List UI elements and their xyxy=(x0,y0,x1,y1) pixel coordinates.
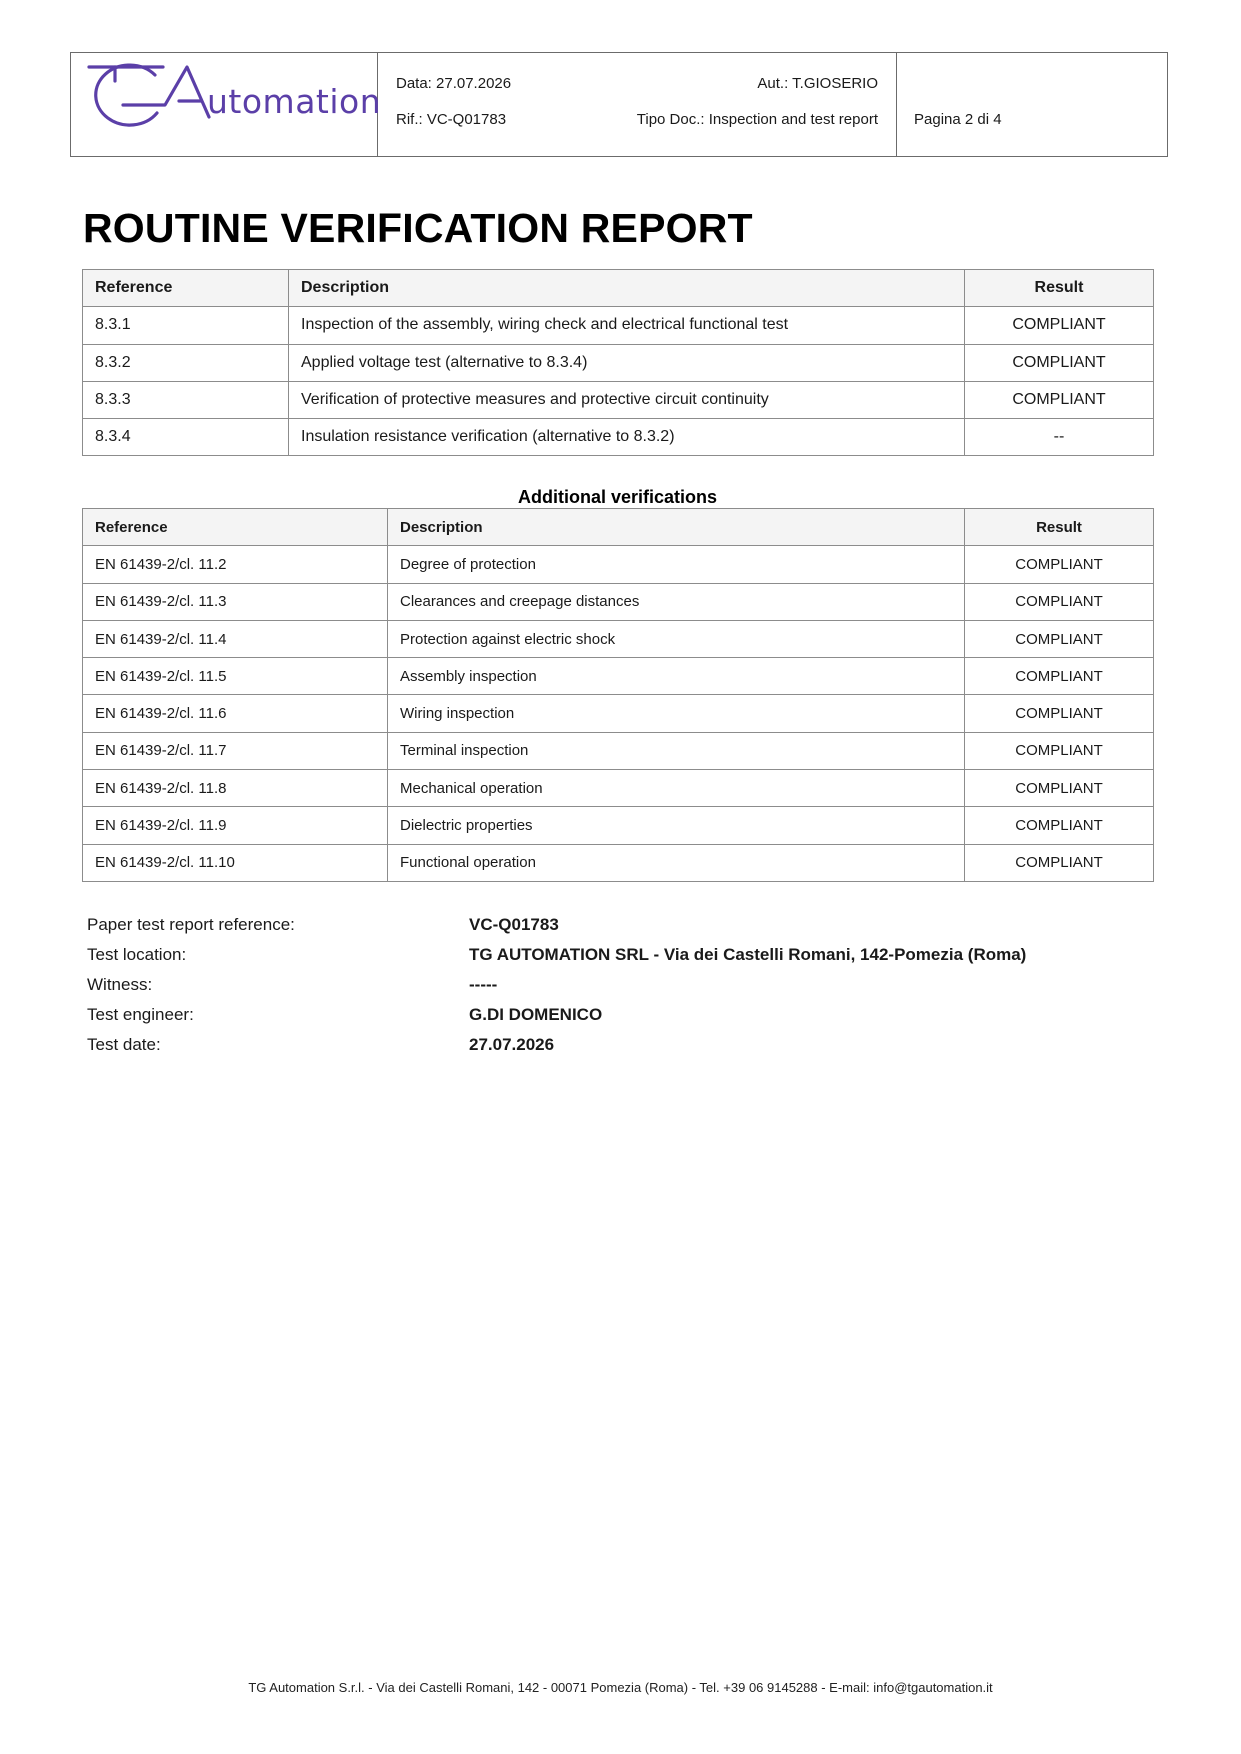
table-row xyxy=(83,344,1154,381)
info-label: Witness: xyxy=(87,975,153,994)
table-row xyxy=(83,419,1154,456)
cell-result: -- xyxy=(965,419,1154,456)
table-row xyxy=(83,620,1154,657)
cell-description: Protection against electric shock xyxy=(388,620,965,657)
table-row xyxy=(83,807,1154,844)
cell-result: COMPLIANT xyxy=(965,344,1154,381)
cell-reference: EN 61439-2/cl. 11.8 xyxy=(83,770,388,807)
cell-reference: EN 61439-2/cl. 11.4 xyxy=(83,620,388,657)
cell-description: Dielectric properties xyxy=(388,807,965,844)
table-row xyxy=(83,307,1154,344)
cell-reference: EN 61439-2/cl. 11.9 xyxy=(83,807,388,844)
info-label: Test date: xyxy=(87,1035,161,1054)
info-label: Paper test report reference: xyxy=(87,915,295,934)
column-header-reference: Reference xyxy=(83,509,388,546)
cell-reference: EN 61439-2/cl. 11.5 xyxy=(83,658,388,695)
table-header-row xyxy=(83,509,1154,546)
cell-description: Mechanical operation xyxy=(388,770,965,807)
cell-result: COMPLIANT xyxy=(965,695,1154,732)
info-label: Test location: xyxy=(87,945,187,964)
header-date: Data: 27.07.2026 xyxy=(396,75,512,92)
cell-description: Functional operation xyxy=(388,844,965,881)
info-value: ----- xyxy=(469,975,498,994)
info-value: VC-Q01783 xyxy=(469,915,559,934)
info-row-test-location xyxy=(87,945,1147,975)
column-header-reference: Reference xyxy=(83,270,289,307)
cell-result: COMPLIANT xyxy=(965,546,1154,583)
info-row-witness xyxy=(87,975,1147,1005)
cell-description: Clearances and creepage distances xyxy=(388,583,965,620)
cell-description: Terminal inspection xyxy=(388,732,965,769)
table-row xyxy=(83,695,1154,732)
column-header-result: Result xyxy=(965,509,1154,546)
header-doc-type: Tipo Doc.: Inspection and test report xyxy=(636,111,878,128)
document-header xyxy=(70,52,1168,157)
cell-result: COMPLIANT xyxy=(965,844,1154,881)
cell-description: Applied voltage test (alternative to 8.3.4) xyxy=(289,344,965,381)
cell-description: Inspection of the assembly, wiring check and electrical functional test xyxy=(289,307,965,344)
cell-result: COMPLIANT xyxy=(965,658,1154,695)
verification-table xyxy=(82,269,1154,456)
table-row xyxy=(83,583,1154,620)
cell-description: Wiring inspection xyxy=(388,695,965,732)
cell-reference: 8.3.1 xyxy=(83,307,289,344)
report-title: ROUTINE VERIFICATION REPORT xyxy=(83,205,753,251)
table-header-row xyxy=(83,270,1154,307)
info-value: G.DI DOMENICO xyxy=(469,1005,603,1024)
page-number: Pagina 2 di 4 xyxy=(914,111,1002,128)
company-logo xyxy=(85,61,382,141)
cell-description: Degree of protection xyxy=(388,546,965,583)
column-header-result: Result xyxy=(965,270,1154,307)
table-row xyxy=(83,381,1154,418)
table-row xyxy=(83,844,1154,881)
cell-result: COMPLIANT xyxy=(965,732,1154,769)
cell-description: Insulation resistance verification (alternative to 8.3.2) xyxy=(289,419,965,456)
info-row-report-reference xyxy=(87,915,1147,945)
column-header-description: Description xyxy=(388,509,965,546)
cell-reference: EN 61439-2/cl. 11.3 xyxy=(83,583,388,620)
cell-result: COMPLIANT xyxy=(965,770,1154,807)
column-header-description: Description xyxy=(289,270,965,307)
header-page-cell xyxy=(897,53,1167,156)
additional-verifications-table xyxy=(82,508,1154,882)
info-row-test-engineer xyxy=(87,1005,1147,1035)
table-row xyxy=(83,770,1154,807)
svg-text:utomation: utomation xyxy=(207,82,382,121)
header-meta xyxy=(378,53,897,156)
info-label: Test engineer: xyxy=(87,1005,194,1024)
table-row xyxy=(83,732,1154,769)
cell-reference: 8.3.3 xyxy=(83,381,289,418)
info-value: TG AUTOMATION SRL - Via dei Castelli Romani, 142-Pomezia (Roma) xyxy=(469,945,1027,964)
additional-verifications-caption: Additional verifications xyxy=(517,487,718,507)
table-row xyxy=(83,546,1154,583)
cell-result: COMPLIANT xyxy=(965,807,1154,844)
logo-cell xyxy=(71,53,382,156)
cell-reference: 8.3.2 xyxy=(83,344,289,381)
info-row-test-date xyxy=(87,1035,1147,1065)
cell-reference: EN 61439-2/cl. 11.2 xyxy=(83,546,388,583)
header-reference: Rif.: VC-Q01783 xyxy=(396,111,507,128)
cell-description: Verification of protective measures and protective circuit continuity xyxy=(289,381,965,418)
table-row xyxy=(83,658,1154,695)
cell-reference: EN 61439-2/cl. 11.7 xyxy=(83,732,388,769)
info-value: 27.07.2026 xyxy=(469,1035,555,1054)
cell-result: COMPLIANT xyxy=(965,620,1154,657)
cell-result: COMPLIANT xyxy=(965,381,1154,418)
cell-reference: EN 61439-2/cl. 11.6 xyxy=(83,695,388,732)
cell-reference: 8.3.4 xyxy=(83,419,289,456)
cell-result: COMPLIANT xyxy=(965,583,1154,620)
cell-result: COMPLIANT xyxy=(965,307,1154,344)
page-footer: TG Automation S.r.l. - Via dei Castelli Romani, 142 - 00071 Pomezia (Roma) - Tel. +39 06 9145288 - E-mail: info@tgautomation.it xyxy=(248,1680,993,1695)
header-author: Aut.: T.GIOSERIO xyxy=(757,75,878,92)
cell-reference: EN 61439-2/cl. 11.10 xyxy=(83,844,388,881)
cell-description: Assembly inspection xyxy=(388,658,965,695)
